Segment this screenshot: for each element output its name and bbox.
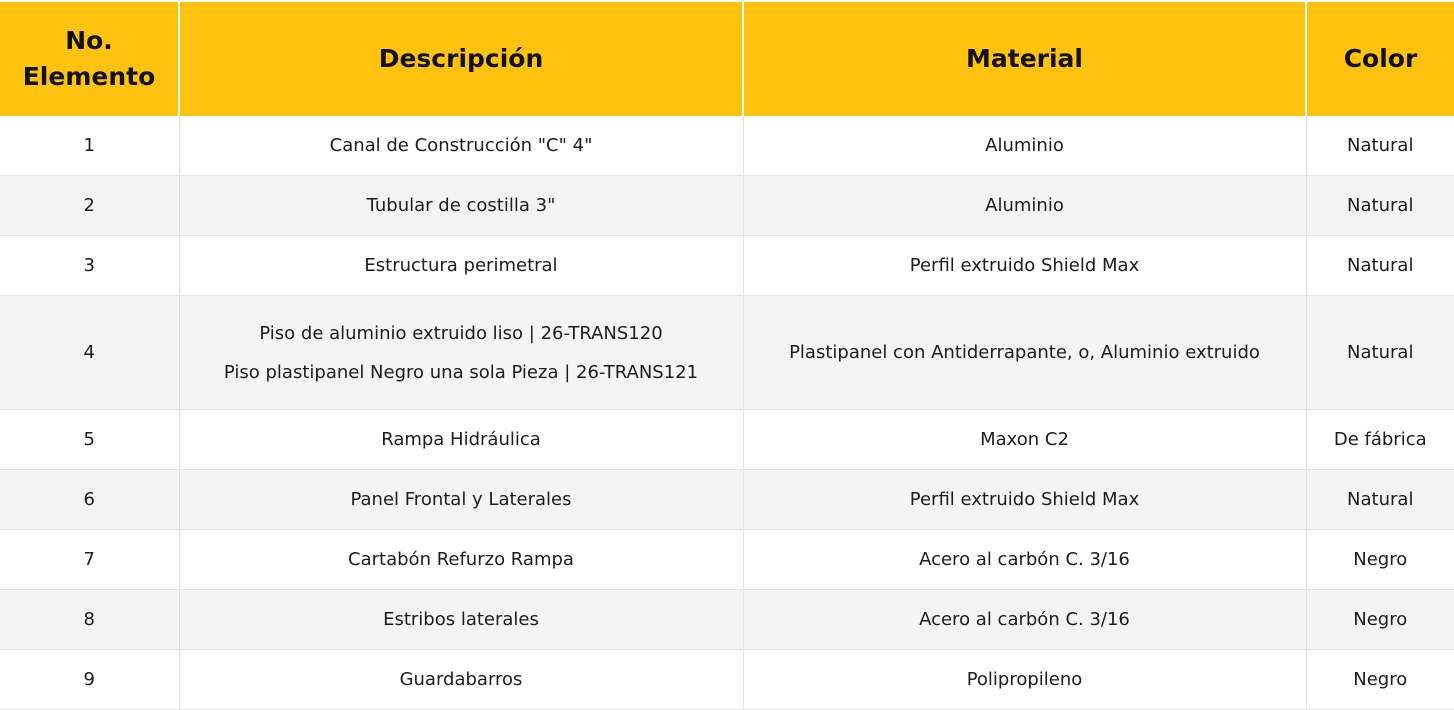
- header-row: [0, 1, 1454, 116]
- header-no-elemento: [0, 1, 179, 116]
- cell-descripcion: [179, 590, 743, 650]
- descripcion-line: Tubular de costilla 3": [366, 195, 556, 216]
- cell-descripcion: [179, 470, 743, 530]
- cell-no: 2: [0, 176, 179, 236]
- cell-no: 4: [0, 296, 179, 410]
- table-row: [0, 116, 1454, 176]
- descripcion-line: Piso de aluminio extruido liso | 26-TRANS120: [259, 322, 663, 344]
- cell-material: Acero al carbón C. 3/16: [743, 590, 1306, 650]
- descripcion-line: Rampa Hidráulica: [381, 429, 541, 450]
- table-row: [0, 176, 1454, 236]
- cell-color: Negro: [1306, 650, 1454, 710]
- cell-descripcion: [179, 176, 743, 236]
- table-header: [0, 1, 1454, 116]
- cell-color: Natural: [1306, 116, 1454, 176]
- cell-material: Acero al carbón C. 3/16: [743, 530, 1306, 590]
- table-row: [0, 590, 1454, 650]
- cell-no: 6: [0, 470, 179, 530]
- cell-no: 8: [0, 590, 179, 650]
- cell-descripcion: [179, 116, 743, 176]
- table-row: [0, 650, 1454, 710]
- cell-material: Perfil extruido Shield Max: [743, 470, 1306, 530]
- cell-material: Aluminio: [743, 176, 1306, 236]
- cell-material: Plastipanel con Antiderrapante, o, Aluminio extruido: [743, 296, 1306, 410]
- cell-color: Natural: [1306, 176, 1454, 236]
- cell-color: Natural: [1306, 236, 1454, 296]
- cell-color: De fábrica: [1306, 410, 1454, 470]
- cell-material: Polipropileno: [743, 650, 1306, 710]
- cell-color: Natural: [1306, 470, 1454, 530]
- table-body: [0, 116, 1454, 710]
- cell-descripcion: [179, 650, 743, 710]
- cell-descripcion: [179, 296, 743, 410]
- header-material: Material: [743, 1, 1306, 116]
- cell-descripcion: [179, 236, 743, 296]
- table-row: [0, 236, 1454, 296]
- descripcion-line: Piso plastipanel Negro una sola Pieza | 26-TRANS121: [223, 361, 699, 383]
- cell-no: 3: [0, 236, 179, 296]
- table-row: [0, 470, 1454, 530]
- descripcion-line: Panel Frontal y Laterales: [350, 489, 572, 510]
- descripcion-line: Estructura perimetral: [364, 255, 558, 276]
- descripcion-line: Guardabarros: [399, 669, 523, 690]
- cell-descripcion: [179, 530, 743, 590]
- table-row: [0, 410, 1454, 470]
- table-row: [0, 530, 1454, 590]
- cell-descripcion: [179, 410, 743, 470]
- cell-color: Natural: [1306, 296, 1454, 410]
- descripcion-line: Cartabón Refurzo Rampa: [348, 549, 574, 570]
- cell-no: 9: [0, 650, 179, 710]
- header-descripcion: Descripción: [179, 1, 743, 116]
- cell-color: Negro: [1306, 590, 1454, 650]
- cell-material: Aluminio: [743, 116, 1306, 176]
- header-no-line2: Elemento: [22, 62, 156, 91]
- descripcion-line: Estribos laterales: [383, 609, 539, 630]
- cell-color: Negro: [1306, 530, 1454, 590]
- header-no-line1: No.: [65, 26, 113, 55]
- cell-no: 7: [0, 530, 179, 590]
- cell-material: Perfil extruido Shield Max: [743, 236, 1306, 296]
- header-color: Color: [1306, 1, 1454, 116]
- cell-material: Maxon C2: [743, 410, 1306, 470]
- cell-no: 5: [0, 410, 179, 470]
- table-row: [0, 296, 1454, 410]
- descripcion-line: Canal de Construcción "C" 4": [329, 135, 593, 156]
- cell-no: 1: [0, 116, 179, 176]
